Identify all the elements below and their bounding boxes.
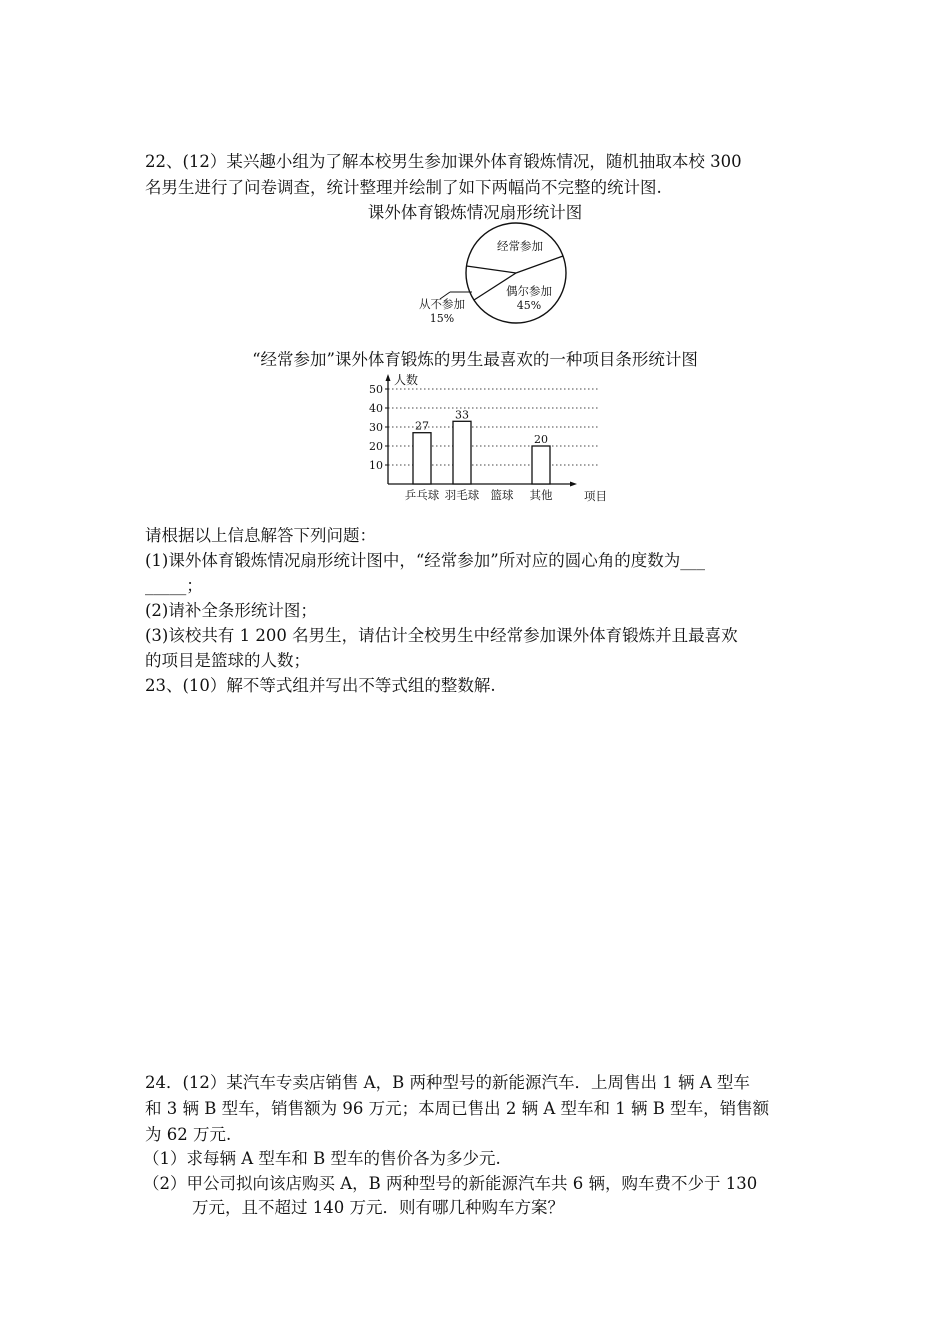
q22-prompt: 请根据以上信息解答下列问题：: [145, 526, 376, 545]
bar-y-tick-label: 20: [369, 440, 383, 453]
pie-slice-value-sometimes: 45%: [516, 299, 542, 312]
bar-value-label: 33: [455, 408, 469, 422]
bar-chart: [360, 372, 620, 508]
bar-category-label: 篮球: [490, 488, 514, 502]
q22-sub3-line-2: 的项目是篮球的人数；: [145, 651, 310, 670]
pie-divider-2: [516, 256, 563, 273]
bar-category-label: 其他: [529, 488, 553, 502]
bar: [413, 433, 431, 484]
pie-slice-label-sometimes: 偶尔参加: [506, 284, 552, 298]
bar-category-label: 羽毛球: [444, 488, 480, 502]
bar-x-axis-arrow: [570, 482, 577, 487]
bar-y-tick-label: 10: [369, 459, 383, 472]
q24-sub2-line-1: （2）甲公司拟向该店购买 A，B 两种型号的新能源汽车共 6 辆，购车费不少于 130: [143, 1174, 758, 1193]
bar-x-axis-label: 项目: [584, 489, 607, 503]
q22-sub1-line-2: _____；: [145, 576, 203, 595]
q22-sub2: (2)请补全条形统计图；: [145, 601, 317, 620]
pie-slice-label-never: 从不参加: [419, 297, 465, 311]
q24-sub2-line-2: 万元，且不超过 140 万元．则有哪几种购车方案？: [192, 1198, 564, 1217]
bar-y-axis-label: 人数: [394, 373, 419, 387]
bar-y-tick-label: 30: [369, 421, 383, 434]
bar-y-tick-label: 50: [369, 383, 383, 396]
pie-slice-label-often: 经常参加: [497, 239, 543, 253]
q22-line-1: 22、(12）某兴趣小组为了解本校男生参加课外体育锻炼情况，随机抽取本校 300: [145, 152, 742, 171]
pie-divider-1: [467, 266, 517, 273]
pie-slice-value-never: 15%: [429, 312, 455, 325]
pie-chart-title: 课外体育锻炼情况扇形统计图: [367, 203, 583, 222]
q24-line-2: 和 3 辆 B 型车，销售额为 96 万元；本周已售出 2 辆 A 型车和 1 辆 B 型车，销售额: [145, 1099, 770, 1118]
q24-line-3: 为 62 万元.: [145, 1125, 232, 1144]
bar-chart-title: “经常参加”课外体育锻炼的男生最喜欢的一种项目条形统计图: [252, 350, 698, 369]
bar-y-tick-label: 40: [369, 402, 383, 415]
q24-sub1: （1）求每辆 A 型车和 B 型车的售价各为多少元.: [143, 1149, 501, 1168]
bar-y-axis-arrow: [386, 374, 391, 381]
q22-sub1-line-1: (1)课外体育锻炼情况扇形统计图中，“经常参加”所对应的圆心角的度数为___: [145, 551, 705, 570]
q23-line-1: 23、(10）解不等式组并写出不等式组的整数解.: [145, 676, 496, 695]
pie-chart: [400, 222, 600, 332]
bar-value-label: 27: [415, 419, 429, 433]
q22-sub3-line-1: (3)该校共有 1 200 名男生，请估计全校男生中经常参加课外体育锻炼并且最喜欢: [145, 626, 738, 645]
bar: [453, 421, 471, 484]
bar-value-label: 20: [534, 433, 548, 446]
q24-line-1: 24．(12）某汽车专卖店销售 A，B 两种型号的新能源汽车．上周售出 1 辆 A 型车: [145, 1073, 750, 1092]
bar-category-label: 乒乓球: [404, 488, 440, 502]
bar: [532, 446, 550, 484]
q22-line-2: 名男生进行了问卷调查，统计整理并绘制了如下两幅尚不完整的统计图.: [145, 178, 662, 197]
